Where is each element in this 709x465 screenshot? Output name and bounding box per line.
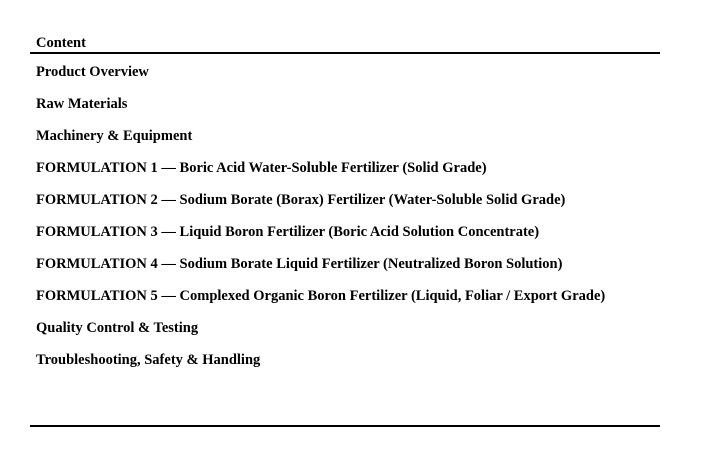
toc-entry: Machinery & Equipment: [36, 128, 193, 144]
toc-heading: Content: [36, 35, 86, 51]
toc-entry: FORMULATION 1 — Boric Acid Water-Soluble Fertilizer (Solid Grade): [36, 160, 487, 176]
page-footer-rule: [30, 425, 660, 427]
table-of-contents: [30, 35, 660, 383]
toc-entry: Raw Materials: [36, 96, 128, 112]
toc-entry: FORMULATION 5 — Complexed Organic Boron Fertilizer (Liquid, Foliar / Export Grade): [36, 288, 606, 304]
heading-rule: [30, 52, 660, 54]
toc-entry: Quality Control & Testing: [36, 320, 199, 336]
toc-entry: FORMULATION 4 — Sodium Borate Liquid Fertilizer (Neutralized Boron Solution): [36, 256, 563, 272]
toc-entry: Product Overview: [36, 64, 149, 80]
toc-entry: FORMULATION 3 — Liquid Boron Fertilizer (Boric Acid Solution Concentrate): [36, 224, 540, 240]
toc-list: [30, 63, 660, 370]
toc-entry: Troubleshooting, Safety & Handling: [36, 352, 261, 368]
toc-entry: FORMULATION 2 — Sodium Borate (Borax) Fertilizer (Water-Soluble Solid Grade): [36, 192, 566, 208]
